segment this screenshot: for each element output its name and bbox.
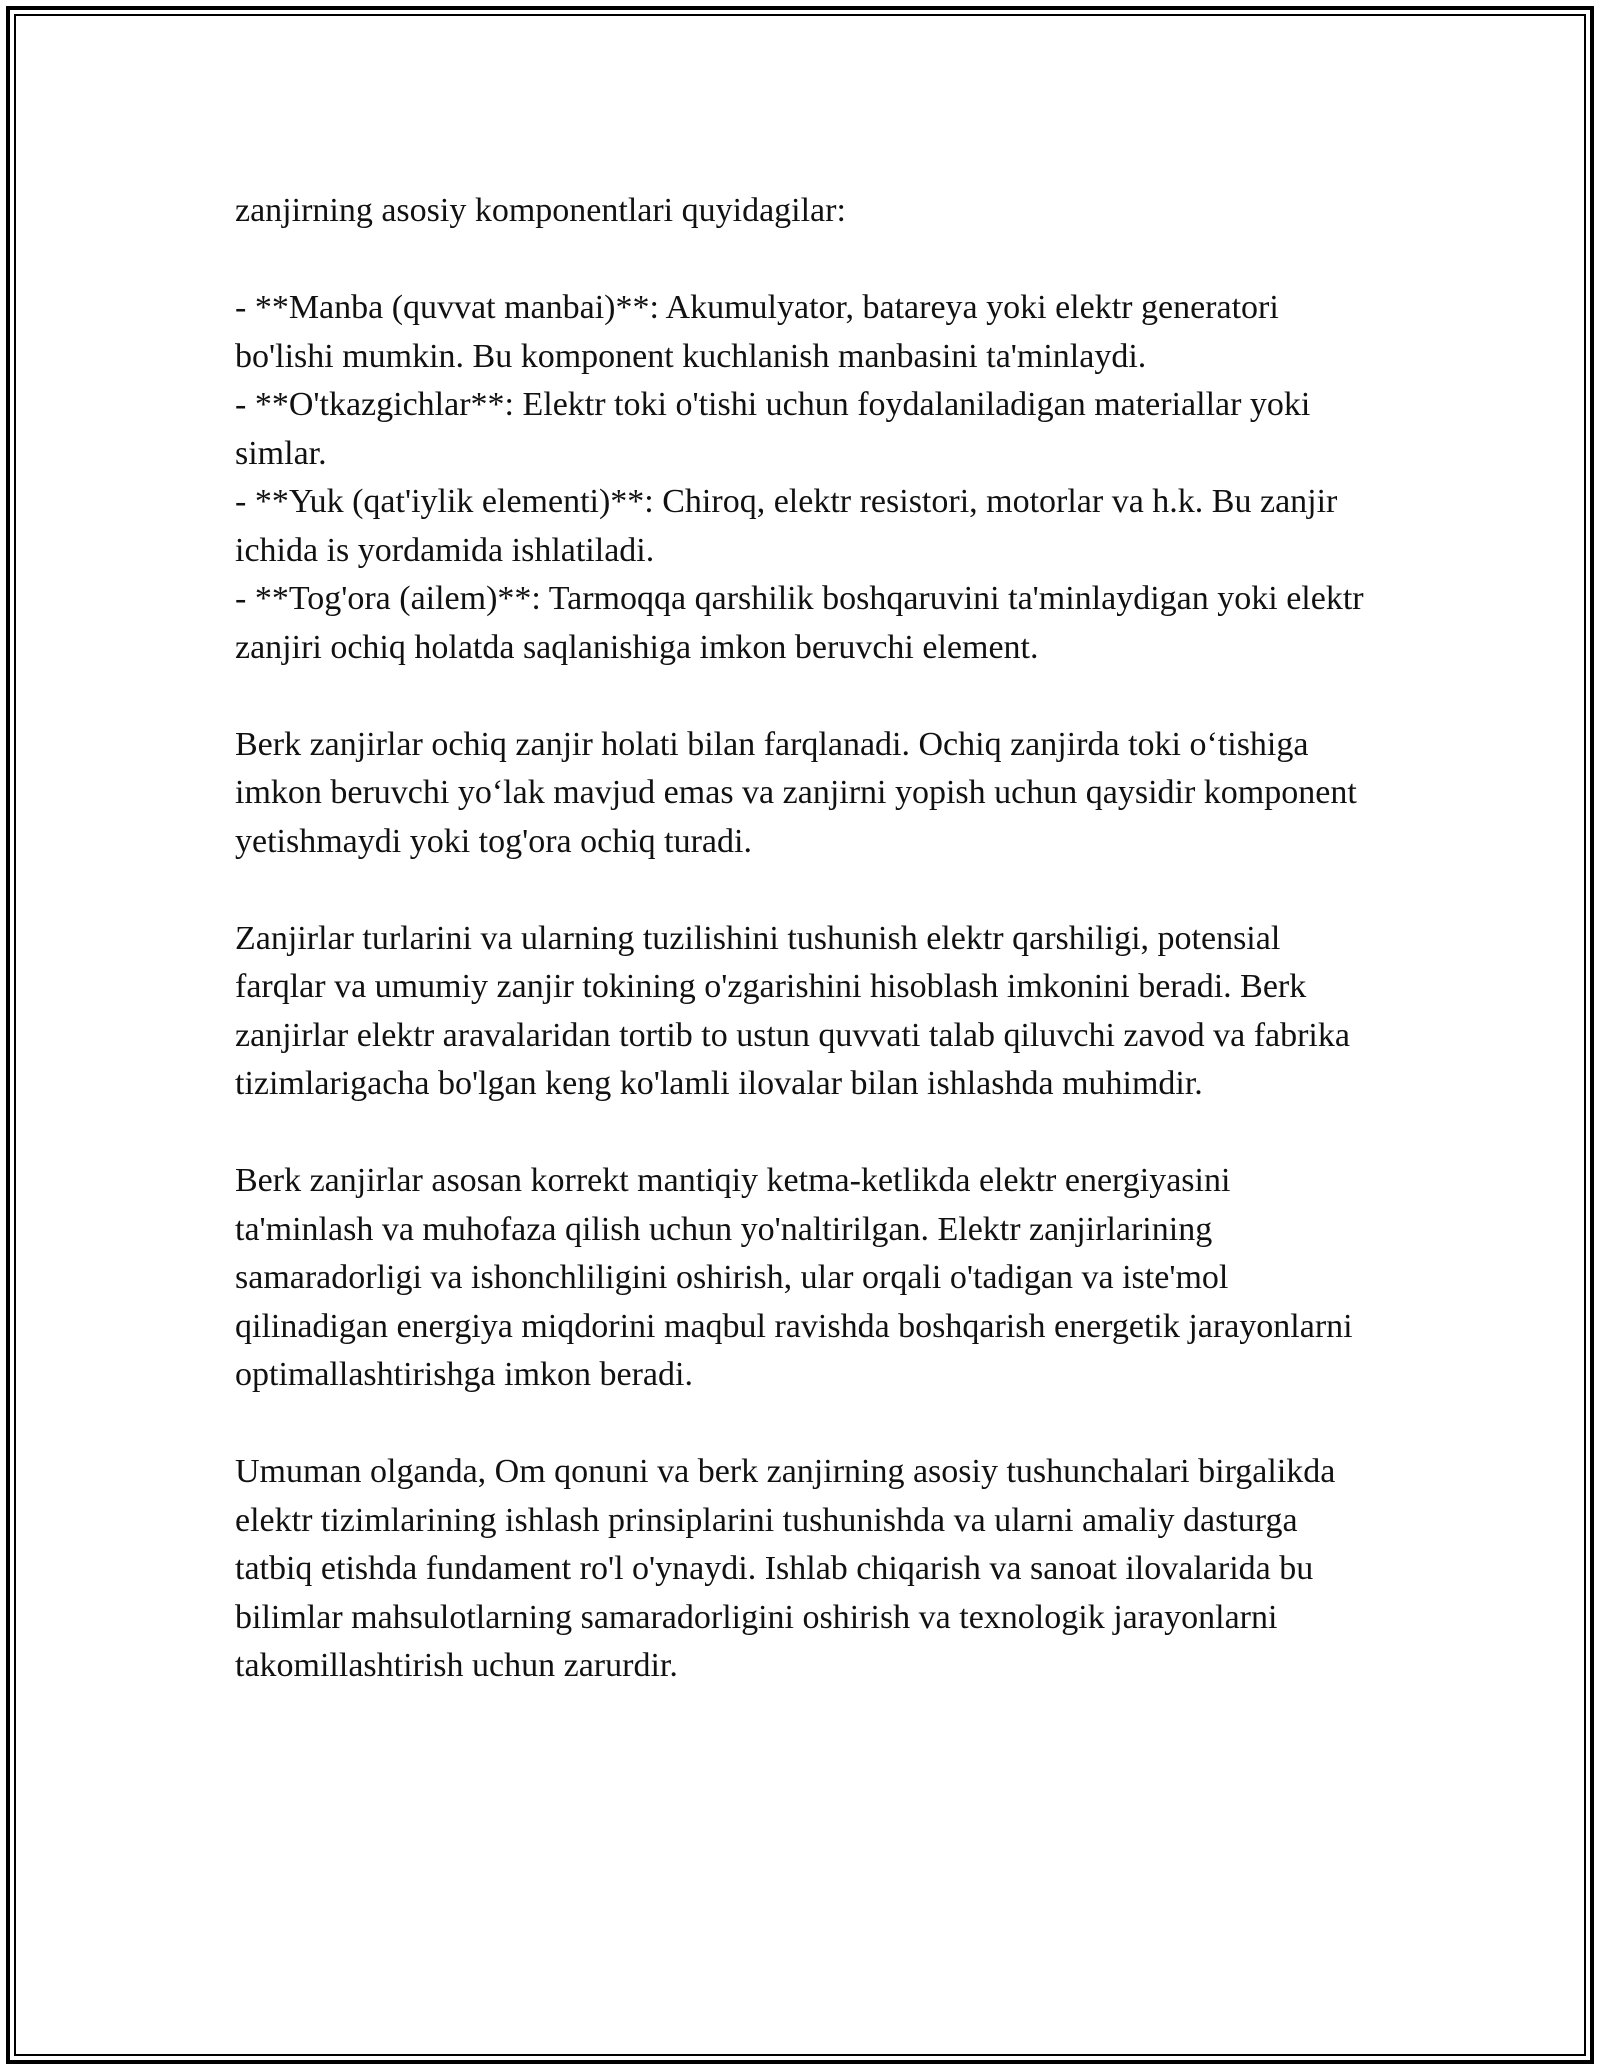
document-body [235, 187, 1375, 1691]
spacer [235, 236, 1375, 285]
spacer [235, 1109, 1375, 1158]
list-item-otkazgichlar: - **O'tkazgichlar**: Elektr toki o'tishi uchun foydalaniladigan materiallar yoki simlar. [235, 386, 1311, 472]
paragraph-open-circuit: Berk zanjirlar ochiq zanjir holati bilan farqlanadi. Ochiq zanjirda toki o‘tishiga imkon beruvchi yo‘lak mavjud emas va zanjirni yopish uchun qaysidir komponent yetishmaydi yoki tog'ora ochiq turadi. [235, 725, 1357, 860]
list-item-togora: - **Tog'ora (ailem)**: Tarmoqqa qarshilik boshqaruvini ta'minlaydigan yoki elektr zanjiri ochiq holatda saqlanishiga imkon beruvchi element. [235, 580, 1364, 666]
intro-line: zanjirning asosiy komponentlari quyidagilar: [235, 192, 846, 229]
list-item-yuk: - **Yuk (qat'iylik elementi)**: Chiroq, elektr resistori, motorlar va h.k. Bu zanjir ichida is yordamida ishlatiladi. [235, 483, 1338, 569]
spacer [235, 1400, 1375, 1449]
list-item-manba: - **Manba (quvvat manbai)**: Akumulyator, batareya yoki elektr generatori bo'lishi mumkin. Bu komponent kuchlanish manbasini ta'minlaydi. [235, 289, 1279, 375]
paragraph-conclusion: Umuman olganda, Om qonuni va berk zanjirning asosiy tushunchalari birgalikda elektr tizimlarining ishlash prinsiplarini tushunishda va ularni amaliy dasturga tatbiq etishda fundament ro'l o'ynaydi. Ishlab chiqarish va sanoat ilovalarida bu bilimlar mahsulotlarning samaradorligini oshirish va texnologik jarayonlarni takomillashtirish uchun zarurdir. [235, 1453, 1336, 1684]
paragraph-energy-efficiency: Berk zanjirlar asosan korrekt mantiqiy ketma-ketlikda elektr energiyasini ta'minlash va muhofaza qilish uchun yo'naltirilgan. Elektr zanjirlarining samaradorligi va ishonchliligini oshirish, ular orqali o'tadigan va iste'mol qilinadigan energiya miqdorini maqbul ravishda boshqarish energetik jarayonlarni optimallashtirishga imkon beradi. [235, 1162, 1353, 1393]
paragraph-circuit-types: Zanjirlar turlarini va ularning tuzilishini tushunish elektr qarshiligi, potensial farqlar va umumiy zanjir tokining o'zgarishini hisoblash imkonini beradi. Berk zanjirlar elektr aravalaridan tortib to ustun quvvati talab qiluvchi zavod va fabrika tizimlarigacha bo'lgan keng ko'lamli ilovalar bilan ishlashda muhimdir. [235, 919, 1350, 1102]
spacer [235, 866, 1375, 915]
spacer [235, 672, 1375, 721]
